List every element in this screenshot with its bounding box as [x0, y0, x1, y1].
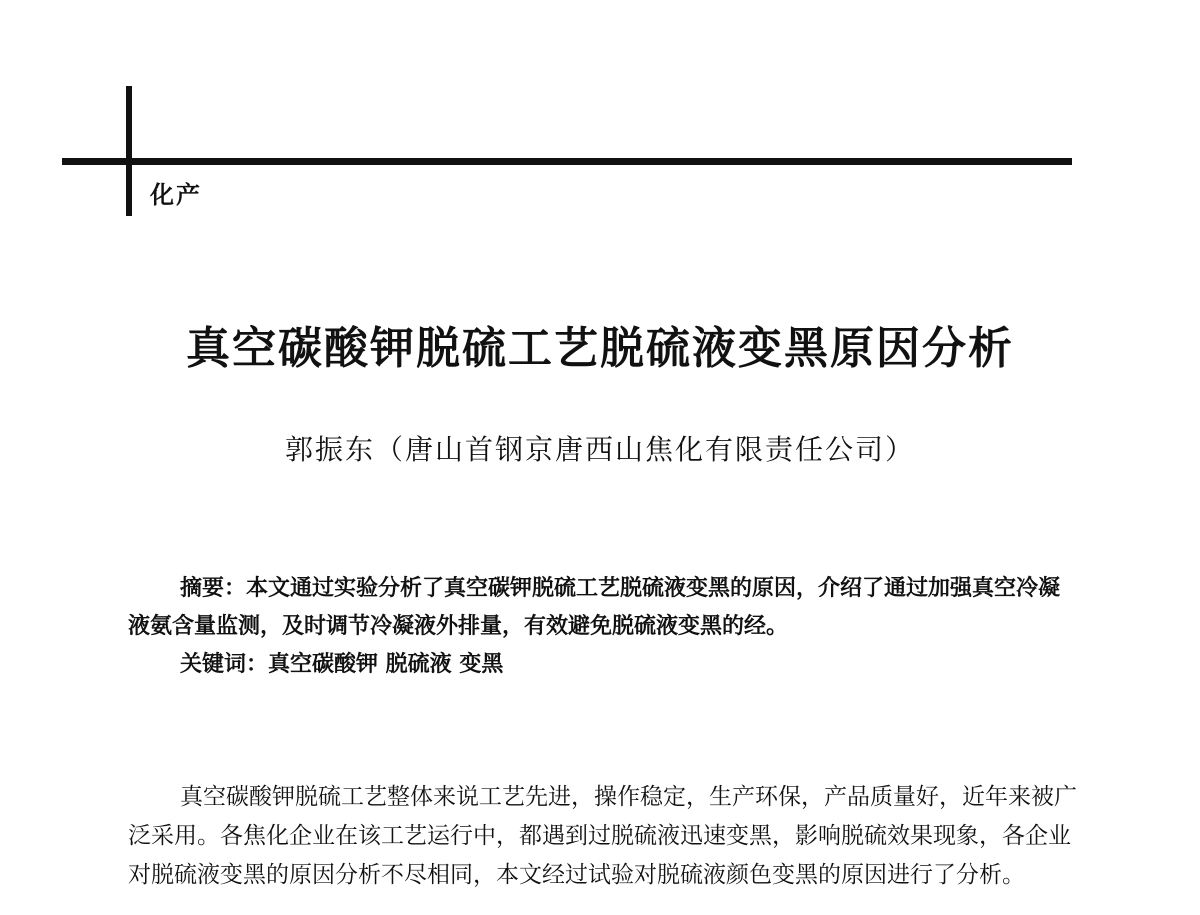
- header-horizontal-rule: [62, 158, 1072, 165]
- author-line: 郭振东（唐山首钢京唐西山焦化有限责任公司）: [284, 433, 915, 466]
- abstract-text: 摘要：本文通过实验分析了真空碳钾脱硫工艺脱硫液变黑的原因，介绍了通过加强真空冷凝液氨含量监测，及时调节冷凝液外排量，有效避免脱硫液变黑的经。: [128, 576, 1061, 639]
- header-vertical-rule: [126, 86, 132, 216]
- keywords-line: 关键词：真空碳酸钾 脱硫液 变黑: [180, 652, 504, 677]
- article-title: 真空碳酸钾脱硫工艺脱硫液变黑原因分析: [186, 323, 1014, 374]
- body-paragraph: 真空碳酸钾脱硫工艺整体来说工艺先进，操作稳定，生产环保，产品质量好，近年来被广泛采用。各焦化企业在该工艺运行中，都遇到过脱硫液迅速变黑，影响脱硫效果现象，各企业对脱硫液变黑的原因分析不尽相同，本文经过试验对脱硫液颜色变黑的原因进行了分析。: [128, 784, 1077, 888]
- abstract-block: [128, 570, 1078, 684]
- column-label: 化产: [150, 181, 202, 209]
- body-text: [128, 778, 1078, 895]
